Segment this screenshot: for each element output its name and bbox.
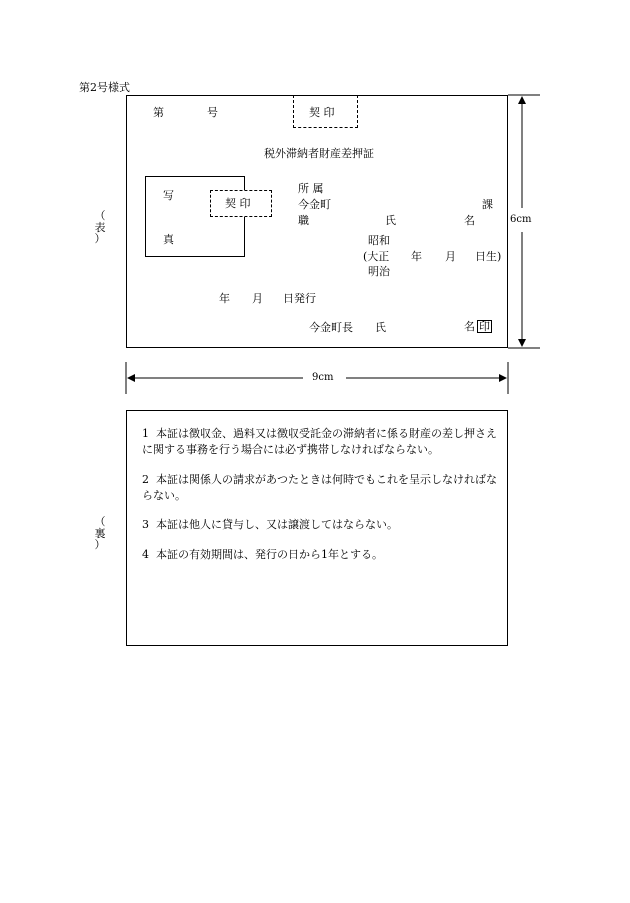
mayor-title: 今金町長 bbox=[309, 321, 353, 334]
width-arrow-right bbox=[499, 374, 507, 382]
mayor-surname: 氏 bbox=[375, 321, 386, 334]
era-taisho: (大正 bbox=[363, 250, 390, 263]
birth-month: 月 bbox=[445, 250, 456, 263]
issue-month: 月 bbox=[252, 292, 263, 305]
town-label: 今金町 bbox=[298, 198, 331, 211]
back-side-char-open: （ bbox=[94, 515, 106, 528]
front-side-char: 表 bbox=[94, 220, 106, 234]
back-side-label bbox=[93, 516, 107, 551]
issue-year: 年 bbox=[219, 292, 230, 305]
back-side-char-close: ） bbox=[94, 538, 106, 552]
back-item-4-text: 本証の有効期間は、発行の日から1年とする。 bbox=[156, 548, 383, 561]
back-item-2-number: 2 bbox=[142, 473, 149, 486]
section-label: 課 bbox=[482, 198, 493, 211]
affiliation-label: 所 属 bbox=[298, 182, 324, 195]
width-arrow-left bbox=[127, 374, 135, 382]
form-number: 第2号様式 bbox=[79, 81, 130, 94]
back-item-2-text: 本証は関係人の請求があつたときは何時でもこれを呈示しなければならない。 bbox=[142, 473, 497, 502]
back-item-2 bbox=[142, 472, 504, 504]
back-item-4 bbox=[142, 547, 504, 563]
photo-label-top: 写 bbox=[163, 189, 174, 202]
height-label: 6cm bbox=[510, 214, 532, 225]
front-side-char-open: （ bbox=[94, 209, 106, 222]
certificate-number-label: 第 bbox=[153, 106, 164, 119]
position-label: 職 bbox=[298, 214, 309, 227]
seal-box-photo-label: 契 印 bbox=[225, 197, 251, 210]
back-item-4-number: 4 bbox=[142, 548, 149, 561]
birth-day: 日生) bbox=[475, 250, 502, 263]
era-meiji: 明治 bbox=[368, 265, 390, 278]
birth-year: 年 bbox=[411, 250, 422, 263]
back-item-3-number: 3 bbox=[142, 518, 149, 531]
back-item-1 bbox=[142, 426, 504, 458]
back-item-3-text: 本証は他人に貸与し、又は譲渡してはならない。 bbox=[156, 518, 398, 531]
photo-label-bottom: 真 bbox=[163, 233, 174, 246]
seal-mark: 印 bbox=[479, 320, 490, 333]
width-label: 9cm bbox=[312, 372, 334, 383]
certificate-title: 税外滞納者財産差押証 bbox=[264, 147, 374, 160]
back-item-1-text: 本証は徴収金、過料又は徴収受託金の滞納者に係る財産の差し押さえに関する事務を行う場合には必ず携帯しなければならない。 bbox=[142, 427, 497, 456]
back-item-1-number: 1 bbox=[142, 427, 149, 440]
height-arrow-down bbox=[518, 339, 526, 347]
certificate-number-suffix: 号 bbox=[207, 106, 218, 119]
era-showa: 昭和 bbox=[368, 234, 390, 247]
height-arrow-up bbox=[518, 96, 526, 104]
mayor-given-label: 名 bbox=[464, 320, 475, 333]
given-name-label: 名 bbox=[464, 214, 475, 227]
back-side-char: 裏 bbox=[94, 526, 106, 540]
back-item-3 bbox=[142, 517, 504, 533]
front-side-char-close: ） bbox=[94, 232, 106, 246]
surname-label: 氏 bbox=[385, 214, 396, 227]
seal-box-top-label: 契 印 bbox=[309, 106, 335, 119]
issue-day: 日発行 bbox=[283, 292, 316, 305]
